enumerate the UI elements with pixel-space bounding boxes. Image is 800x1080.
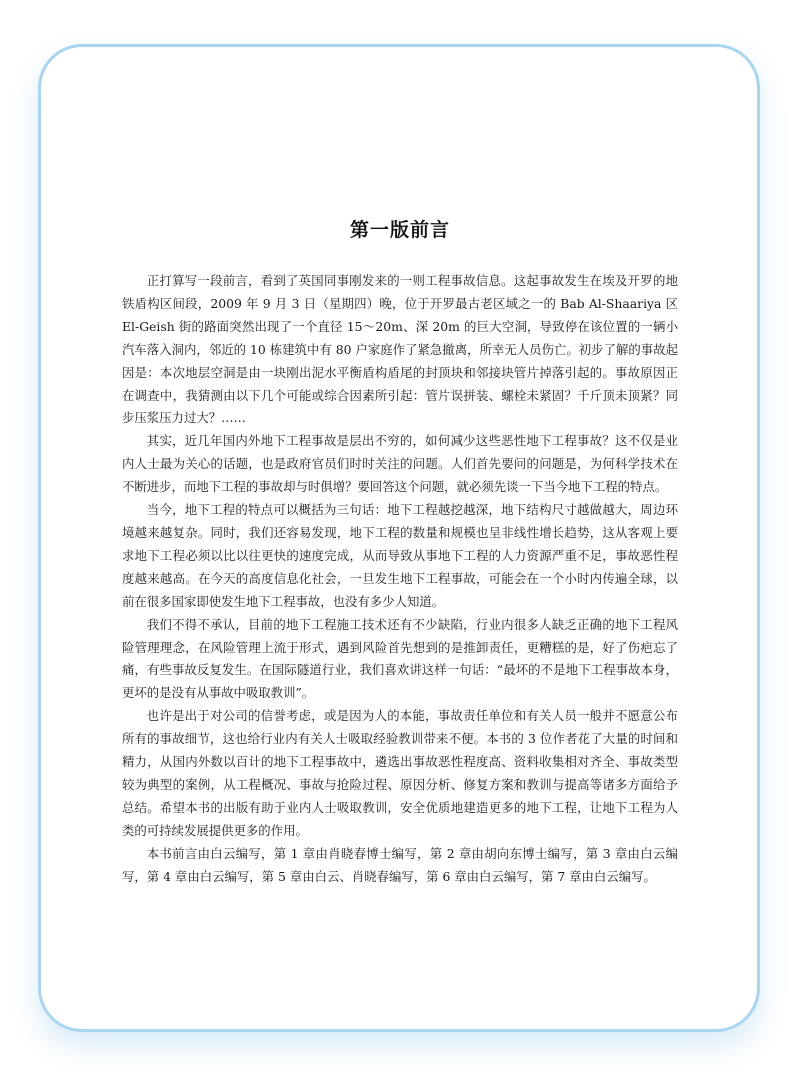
paragraph-3: 当今，地下工程的特点可以概括为三句话：地下工程越挖越深，地下结构尺寸越做越大，周边环境越来越复杂。同时，我们还容易发现，地下工程的数量和规模也呈非线性增长趋势，这从客观上要求地下工程必须以比以往更快的速度完成，从而导致从事地下工程的人力资源严重不足，事故恶性程度越来越高。在今天的高度信息化社会，一旦发生地下工程事故，可能会在一个小时内传遍全球，以前在很多国家即使发生地下工程事故，也没有多少人知道。 (122, 502, 678, 609)
paragraph-5: 也许是出于对公司的信誉考虑，或是因为人的本能，事故责任单位和有关人员一般并不愿意公布所有的事故细节，这也给行业内有关人士吸取经验教训带来不便。本书的 3 位作者花了大量的时间和精力，从国内外数以百计的地下工程事故中，遴选出事故恶性程度高、资料收集相对齐全、事故类型较为典型的案例，从工程概况、事故与抢险过程、原因分析、修复方案和教训与提高等诸多方面给予总结。希望本书的出版有助于业内人士吸取教训，安全优质地建造更多的地下工程，让地下工程为人类的可持续发展提供更多的作用。 (122, 708, 678, 838)
preface-body (122, 270, 678, 888)
paragraph-2: 其实，近几年国内外地下工程事故是层出不穷的，如何减少这些恶性地下工程事故？这不仅是业内人士最为关心的话题，也是政府官员们时时关注的问题。人们首先要问的问题是，为何科学技术在不断进步，而地下工程的事故却与时俱增？要回答这个问题，就必须先谈一下当今地下工程的特点。 (122, 433, 678, 495)
page-title: 第一版前言 (349, 219, 450, 241)
paragraph-6: 本书前言由白云编写，第 1 章由肖晓春博士编写，第 2 章由胡向东博士编写，第 3 章由白云编写，第 4 章由白云编写，第 5 章由白云、肖晓春编写，第 6 章由白云编写，第 7 章由白云编写。 (122, 845, 678, 884)
paragraph-1: 正打算写一段前言，看到了英国同事刚发来的一则工程事故信息。这起事故发生在埃及开罗的地铁盾构区间段，2009 年 9 月 3 日（星期四）晚，位于开罗最古老区域之一的 Bab Al-Shaariya 区 El-Geish 街的路面突然出现了一个直径 15～20m、深 20m 的巨大空洞，导致停在该位置的一辆小汽车落入洞内，邻近的 10 栋建筑中有 80 户家庭作了紧急撤离，所幸无人员伤亡。初步了解的事故起因是：本次地层空洞是由一块刚出泥水平衡盾构盾尾的封顶块和邻接块管片掉落引起的。事故原因正在调查中，我猜测由以下几个可能或综合因素所引起：管片误拼装、螺栓未紧固？千斤顶未顶紧？同步压浆压力过大？…… (122, 273, 678, 426)
paragraph-4: 我们不得不承认，目前的地下工程施工技术还有不少缺陷，行业内很多人缺乏正确的地下工程风险管理理念，在风险管理上流于形式，遇到风险首先想到的是推卸责任，更糟糕的是，好了伤疤忘了痛，有些事故反复发生。在国际隧道行业，我们喜欢讲这样一句话：“最坏的不是地下工程事故本身，更坏的是没有从事故中吸取教训”。 (122, 616, 678, 701)
